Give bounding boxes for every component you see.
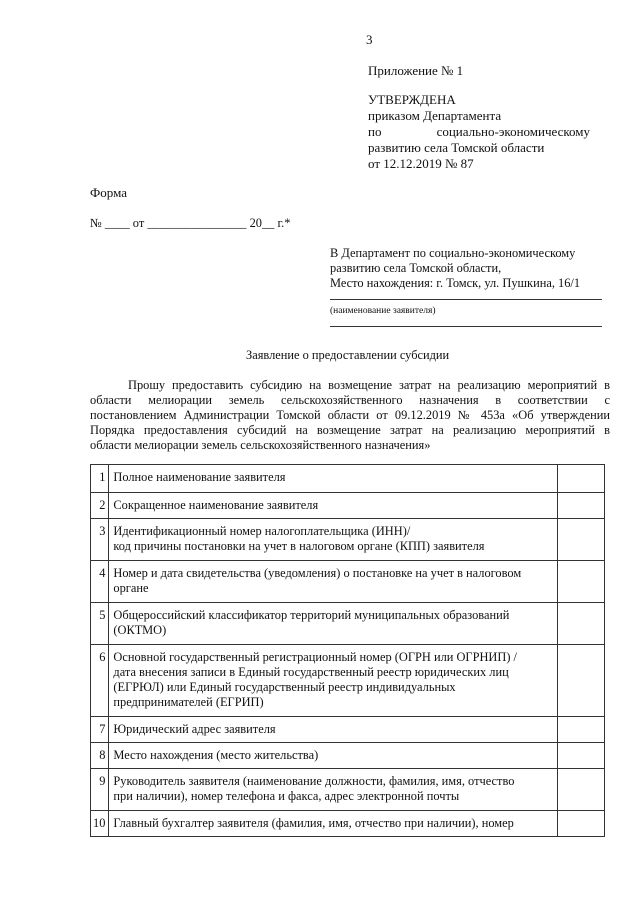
- table-row: [91, 493, 605, 519]
- row-number: 5: [91, 603, 109, 645]
- row-number: 3: [91, 519, 109, 561]
- row-label: [109, 603, 558, 645]
- addressee-line-3: Место нахождения: г. Томск, ул. Пушкина, 16/1: [330, 276, 581, 290]
- row-label: [109, 645, 558, 717]
- row-value-cell[interactable]: [558, 717, 605, 743]
- row-value-cell[interactable]: [558, 493, 605, 519]
- applicant-line-1: [330, 299, 602, 300]
- request-line: Прошу предоставить субсидию на возмещение затрат на реализацию мероприятий в: [128, 378, 610, 392]
- applicant-caption: (наименование заявителя): [330, 306, 436, 316]
- applicant-line-2: [330, 326, 602, 327]
- row-label: [109, 811, 558, 837]
- approval-line-3: развитию села Томской области: [368, 140, 545, 155]
- addressee-line-2: развитию села Томской области,: [330, 261, 502, 275]
- row-number: 1: [91, 465, 109, 493]
- row-value-cell[interactable]: [558, 743, 605, 769]
- row-number: 8: [91, 743, 109, 769]
- row-label-line: органе: [113, 581, 149, 595]
- approval-line-1: приказом Департамента: [368, 108, 502, 123]
- row-label-line: Номер и дата свидетельства (уведомления) о постановке на учет в налоговом: [113, 566, 522, 580]
- table-row: [91, 717, 605, 743]
- row-number: 9: [91, 769, 109, 811]
- request-line: Порядка предоставления субсидий на возмещение затрат на реализацию мероприятий в: [90, 423, 610, 437]
- request-line: области мелиорации земель сельскохозяйственного назначения»: [90, 438, 431, 452]
- page-number: 3: [366, 32, 373, 47]
- approval-block: [368, 92, 590, 172]
- row-label: [109, 465, 558, 493]
- table-row: [91, 519, 605, 561]
- table-row: [91, 769, 605, 811]
- table-row: [91, 645, 605, 717]
- row-label: [109, 717, 558, 743]
- row-label-line: предпринимателей (ЕГРИП): [113, 695, 264, 709]
- row-label: [109, 519, 558, 561]
- table-row: [91, 561, 605, 603]
- row-number: 6: [91, 645, 109, 717]
- row-label-line: Место нахождения (место жительства): [113, 748, 319, 762]
- approval-line-2-left: по: [368, 124, 382, 139]
- row-label-line: Сокращенное наименование заявителя: [113, 498, 319, 512]
- request-line: постановлением Администрации Томской области от 09.12.2019 № 453а «Об утверждении: [90, 408, 610, 422]
- row-value-cell[interactable]: [558, 645, 605, 717]
- approval-line-4: от 12.12.2019 № 87: [368, 156, 474, 171]
- row-value-cell[interactable]: [558, 465, 605, 493]
- approval-line-2: [368, 124, 590, 140]
- row-value-cell[interactable]: [558, 561, 605, 603]
- row-label-line: Идентификационный номер налогоплательщика (ИНН)/: [113, 524, 411, 538]
- row-label-line: Основной государственный регистрационный номер (ОГРН или ОГРНИП) /: [113, 650, 517, 664]
- row-label-line: Руководитель заявителя (наименование должности, фамилия, имя, отчество: [113, 774, 515, 788]
- row-label-line: Полное наименование заявителя: [113, 470, 286, 484]
- row-number: 10: [91, 811, 109, 837]
- row-label-line: дата внесения записи в Единый государственный реестр юридических лиц: [113, 665, 509, 679]
- row-label-line: Общероссийский классификатор территорий муниципальных образований: [113, 608, 510, 622]
- row-value-cell[interactable]: [558, 811, 605, 837]
- appendix-label: Приложение № 1: [368, 63, 464, 78]
- addressee-block: [330, 246, 580, 291]
- row-number: 7: [91, 717, 109, 743]
- applicant-info-table: [90, 464, 605, 837]
- row-label: [109, 743, 558, 769]
- row-value-cell[interactable]: [558, 769, 605, 811]
- row-label-line: Главный бухгалтер заявителя (фамилия, имя, отчество при наличии), номер: [113, 816, 514, 830]
- form-number-line: № ____ от ________________ 20__ г.*: [90, 216, 291, 230]
- row-label: [109, 561, 558, 603]
- addressee-line-1: В Департамент по социально-экономическому: [330, 246, 576, 260]
- table-row: [91, 465, 605, 493]
- row-label: [109, 493, 558, 519]
- row-label: [109, 769, 558, 811]
- table-row: [91, 743, 605, 769]
- table-row: [91, 811, 605, 837]
- row-label-line: (ЕГРЮЛ) или Единый государственный реестр индивидуальных: [113, 680, 456, 694]
- request-line: области мелиорации земель сельскохозяйственного назначения в соответствии с: [90, 393, 610, 407]
- row-label-line: (ОКТМО): [113, 623, 167, 637]
- request-paragraph: [90, 378, 610, 453]
- approval-title: УТВЕРЖДЕНА: [368, 92, 456, 107]
- row-label-line: при наличии), номер телефона и факса, адрес электронной почты: [113, 789, 460, 803]
- row-label-line: Юридический адрес заявителя: [113, 722, 276, 736]
- form-label: Форма: [90, 185, 127, 200]
- row-number: 4: [91, 561, 109, 603]
- approval-line-2-right: социально-экономическому: [436, 124, 590, 139]
- row-label-line: код причины постановки на учет в налоговом органе (КПП) заявителя: [113, 539, 485, 553]
- row-value-cell[interactable]: [558, 603, 605, 645]
- row-number: 2: [91, 493, 109, 519]
- row-value-cell[interactable]: [558, 519, 605, 561]
- table-row: [91, 603, 605, 645]
- document-title: Заявление о предоставлении субсидии: [246, 348, 450, 362]
